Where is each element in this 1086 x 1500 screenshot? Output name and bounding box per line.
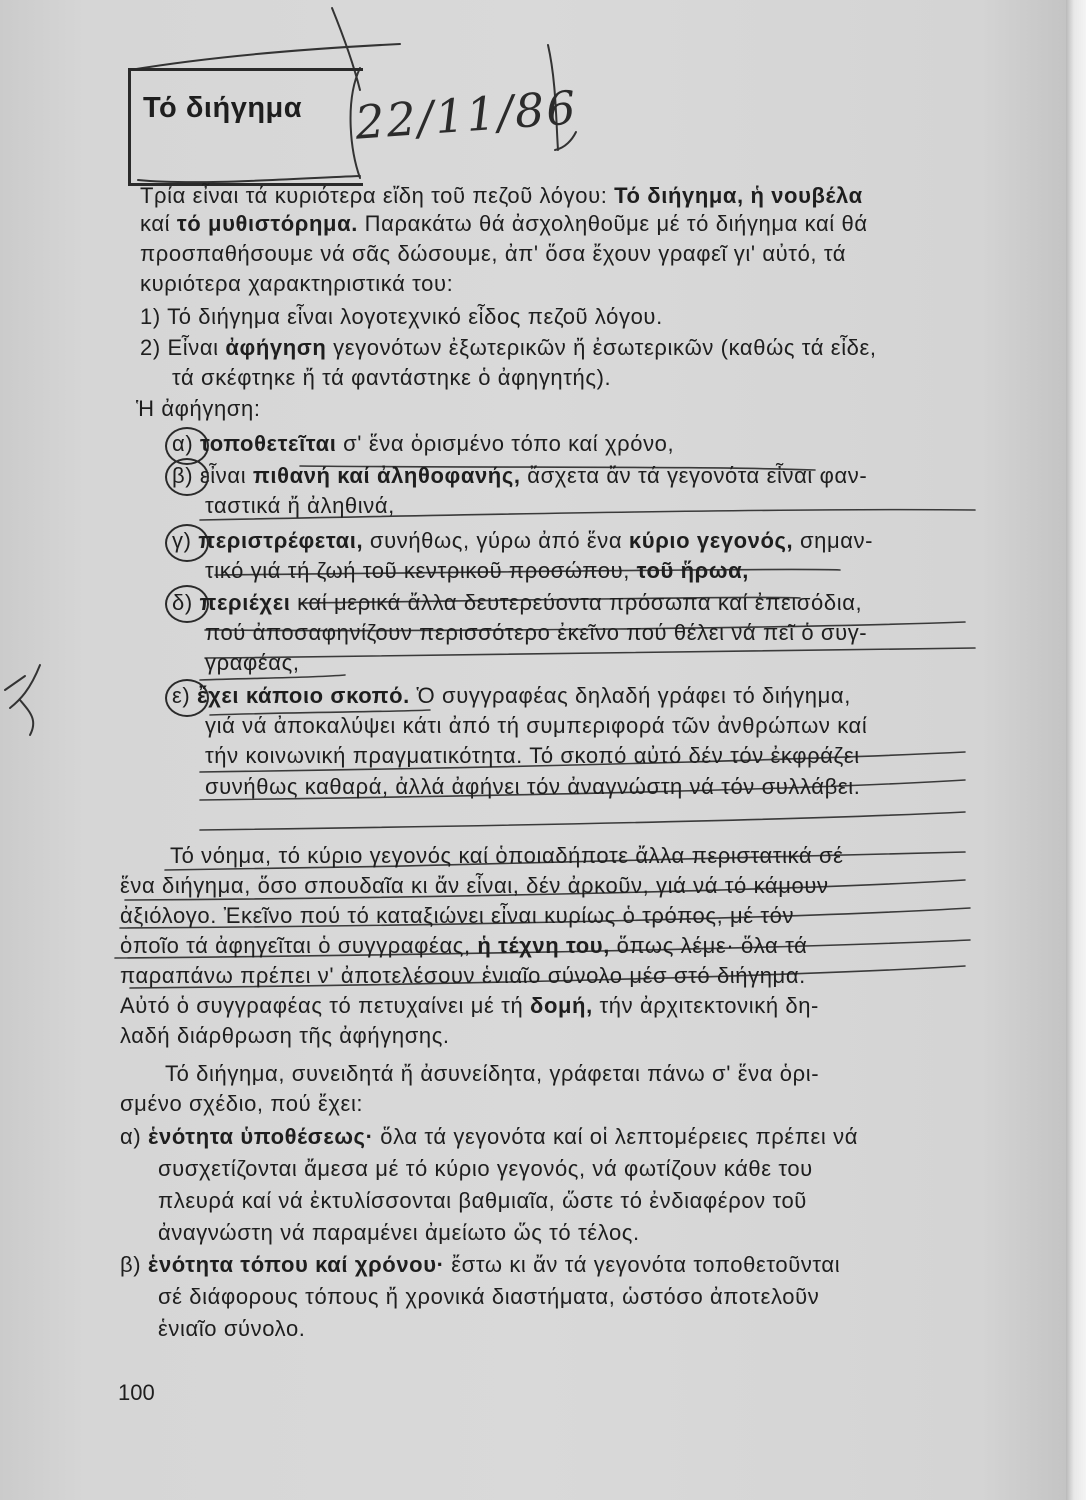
text-line: ἀξιόλογο. Ἐκεῖνο πού τό καταξιώνει εἶναι κυρίως ὁ τρόπος, μέ τόν [120,903,795,928]
text-line: Τό νόημα, τό κύριο γεγονός καί ὁποιαδήποτε ἄλλα περιστατικά σέ [170,843,844,868]
text-line: προσπαθήσουμε νά σᾶς δώσουμε, ἀπ' ὅσα ἔχουν γραφεῖ γι' αὐτό, τά [140,241,847,266]
text-line: καί τό μυθιστόρημα. Παρακάτω θά ἀσχοληθοῦμε μέ τό διήγημα καί θά [140,211,868,236]
text-line: σέ διάφορους τόπους ἤ χρονικά διαστήματα, ὡστόσο ἀποτελοῦν [158,1284,820,1309]
text-line: σμένο σχέδιο, πού ἔχει: [120,1091,364,1116]
text-line: τά σκέφτηκε ἤ τά φαντάστηκε ὁ ἀφηγητής). [172,365,612,390]
text-line: ταστικά ἤ ἀληθινά, [205,493,395,518]
text-line: γραφέας, [205,650,300,675]
text-line: ἕνα διήγημα, ὅσο σπουδαῖα κι ἄν εἶναι, δέν ἀρκοῦν, γιά νά τό κάμουν [120,873,829,898]
list-item: ε) ἔχει κάποιο σκοπό. Ὁ συγγραφέας δηλαδή γράφει τό διήγημα, [172,683,851,708]
list-item: γ) περιστρέφεται, συνήθως, γύρω ἀπό ἕνα κύριο γεγονός, σημαν- [172,528,874,553]
text-line: Τό διήγημα, συνειδητά ἤ ἀσυνείδητα, γράφεται πάνω σ' ἕνα ὁρι- [165,1061,820,1086]
text-line: κυριότερα χαρακτηριστικά του: [140,271,454,296]
text-line: παραπάνω πρέπει ν' ἀποτελέσουν ἑνιαῖο σύνολο μέσ στό διήγημα. [120,963,806,988]
page-title: Τό διήγημα [143,92,303,124]
text-line: γιά νά ἀποκαλύψει κάτι ἀπό τή συμπεριφορά τῶν ἀνθρώπων καί [205,713,868,738]
list-item: 2) Εἶναι ἀφήγηση γεγονότων ἐξωτερικῶν ἤ ἐσωτερικῶν (καθώς τά εἶδε, [140,335,877,360]
list-item: β) ἑνότητα τόπου καί χρόνου· ἔστω κι ἄν τά γεγονότα τοποθετοῦνται [120,1252,841,1277]
list-item: α) τοποθετεῖται σ' ἕνα ὁρισμένο τόπο καί χρόνο, [172,431,675,456]
text-line: Αὐτό ὁ συγγραφέας τό πετυχαίνει μέ τή δομή, τήν ἀρχιτεκτονική δη- [120,993,819,1018]
text-line: συσχετίζονται ἄμεσα μέ τό κύριο γεγονός, νά φωτίζουν κάθε του [158,1156,813,1181]
text-line: πού ἀποσαφηνίζουν περισσότερο ἐκεῖνο πού θέλει νά πεῖ ὁ συγ- [205,620,868,645]
list-item: α) ἑνότητα ὑποθέσεως· ὅλα τά γεγονότα καί οἱ λεπτομέρειες πρέπει νά [120,1124,859,1149]
text-line: τήν κοινωνική πραγματικότητα. Τό σκοπό αὐτό δέν τόν ἐκφράζει [205,743,860,768]
text-line: Ἡ ἀφήγηση: [136,396,261,421]
list-item: 1) Τό διήγημα εἶναι λογοτεχνικό εἶδος πεζοῦ λόγου. [140,304,663,329]
page-number: 100 [118,1380,155,1405]
text-line: πλευρά καί νά ἐκτυλίσσονται βαθμιαῖα, ὥστε τό ἐνδιαφέρον τοῦ [158,1188,807,1213]
handwritten-date: 22/11/86 [353,80,580,150]
text-line: τικό γιά τή ζωή τοῦ κεντρικοῦ προσώπου, τοῦ ἥρωα, [205,558,749,583]
list-item: δ) περιέχει καί μερικά ἄλλα δευτερεύοντα πρόσωπα καί ἐπεισόδια, [172,590,863,615]
text-line: Τρία εἶναι τά κυριότερα εἴδη τοῦ πεζοῦ λόγου: Τό διήγημα, ἡ νουβέλα [140,183,863,208]
text-line: ἑνιαῖο σύνολο. [158,1316,306,1341]
text-line: συνήθως καθαρά, ἀλλά ἀφήνει τόν ἀναγνώστη νά τόν συλλάβει. [205,774,861,799]
list-item: β) εἶναι πιθανή καί ἀληθοφανής, ἄσχετα ἄν τά γεγονότα εἶναι φαν- [172,463,868,488]
text-line: ἀναγνώστη νά παραμένει ἀμείωτο ὥς τό τέλος. [158,1220,640,1245]
title-box [128,68,363,186]
text-line: λαδή διάρθρωση τῆς ἀφήγησης. [120,1023,450,1048]
text-line: ὁποῖο τά ἀφηγεῖται ὁ συγγραφέας, ἡ τέχνη του, ὅπως λέμε· ὅλα τά [120,933,808,958]
